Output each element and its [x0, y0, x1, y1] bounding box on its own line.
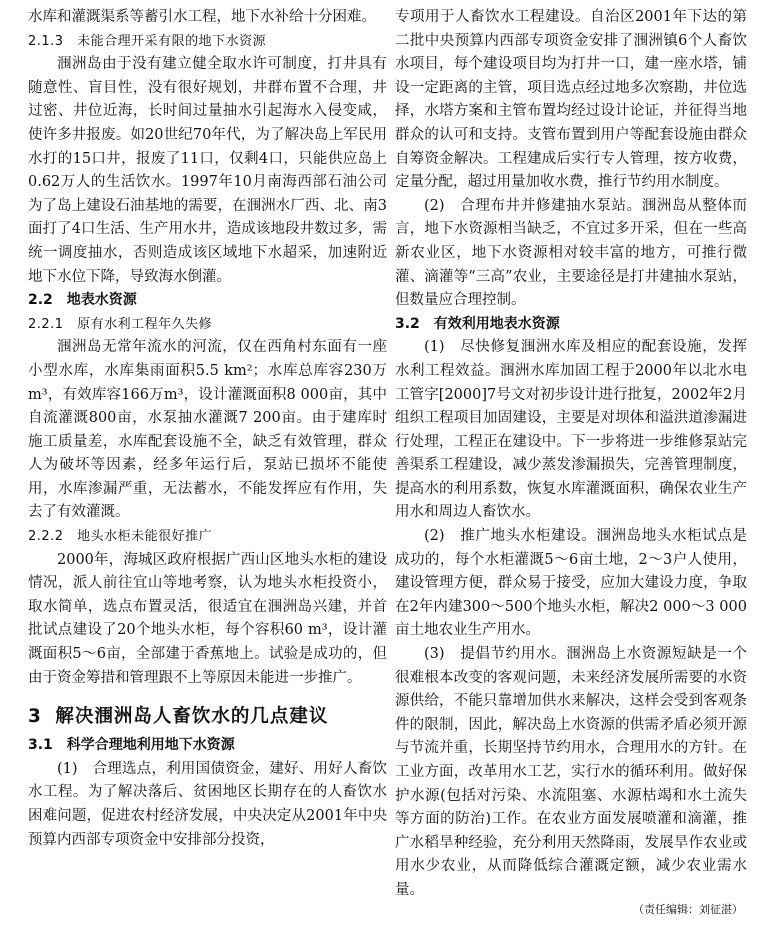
left-column: [28, 6, 387, 852]
responsible-editor: （责任编辑：刘征湛）: [633, 903, 743, 917]
section-2-2-1-body: 涠洲岛无常年流水的河流，仅在西角村东面有一座小型水库，水库集雨面积5.5 km²；水库总库容230万m³，有效库容166万m³，设计灌溉面积8 000亩，其中自流灌溉800亩，水泵抽水灌溉7 200亩。由于建库时施工质量差，水库配套设施不全，缺乏有效管理，群众人为破坏等因素，经多年运行后，泵站已损坏不能使用，水库渗漏严重，无法蓄水，不能发挥应有作用，失去了有效灌溉。: [28, 339, 387, 521]
section-3-number: 3: [28, 706, 42, 728]
section-3-1-heading: 3.1 科学合理地利用地下水资源: [28, 737, 235, 754]
paragraph-3-1-2: (2) 合理布井并修建抽水泵站。涠洲岛从整体而言，地下水资源相当缺乏，不宜过多开采，但在一些高新农业区，地下水资源相对较丰富的地方，可推行微灌、滴灌等“三高”农业，主要途径是打井建抽水泵站，但数量应合理控制。: [395, 197, 747, 309]
section-2-2-heading: 2.2 地表水资源: [28, 292, 137, 309]
right-column: [395, 6, 747, 903]
section-3-heading: [28, 702, 387, 732]
continued-paragraph-right: 专项用于人畜饮水工程建设。自治区2001年下达的第二批中央预算内西部专项资金安排了涠洲镇6个人畜饮水项目，每个建设项目均为打井一口，建一座水塔，铺设一定距离的主管，项目选点经过地多次察勘，井位选择，水塔方案和主管布置均经过设计论证，并征得当地群众的认可和支持。支管布置到用户等配套设施由群众自筹资金解决。工程建成后实行专人管理，按方收费，定量分配，超过用量加收水费，推行节约用水制度。: [395, 9, 747, 191]
section-2-1-3-body: 涠洲岛由于没有建立健全取水许可制度，打井具有随意性、盲目性，没有很好规划，井群布置不合理，井过密、井位近海，长时间过量抽水引起海水入侵变咸，使许多井报废。如20世纪70年代，为了解决岛上军民用水打的15口井，报废了11口，仅剩4口，只能供应岛上0.62万人的生活饮水。1997年10月南海西部石油公司为了岛上建设石油基地的需要，在涠洲水厂西、北、南3面打了4口生活、生产用水井，造成该地段井数过多，需统一调度抽水，否则造成该区域地下水超采，加速附近地下水位下降，导致海水倒灌。: [28, 56, 387, 285]
section-2-2-2-heading: 2.2.2 地头水柜未能很好推广: [28, 529, 213, 545]
paragraph-3-2-1: (1) 尽快修复涠洲水库及相应的配套设施，发挥水利工程效益。涠洲水库加固工程于2000年以北水电工管字[2000]7号文对初步设计进行批复，2002年2月组织工程项目加固建设，主要是对坝体和溢洪道渗漏进行处理，工程正在建设中。下一步将进一步维修泵站完善渠系工程建设，减少蒸发渗漏损失，完善管理制度，提高水的利用系数，恢复水库灌溉面积，确保农业生产用水和周边人畜饮水。: [395, 339, 747, 521]
continued-paragraph: 水库和灌溉渠系等蓄引水工程，地下水补给十分困难。: [28, 9, 376, 25]
paragraph-3-2-3: (3) 提倡节约用水。涠洲岛上水资源短缺是一个很难根本改变的客观问题，未来经济发展所需要的水资源供给，不能只靠增加供水来解决，这样会受到客观条件的限制，因此，解决岛上水资源的供需矛盾必须开源与节流并重，长期坚持节约用水，合理用水的方针。在工业方面，改革用水工艺，实行水的循环利用。做好保护水源(包括对污染、水流阻塞、水源枯竭和水土流失等方面的防治)工作。在农业方面发展喷灌和滴灌，推广水稻旱种经验，充分利用天然降雨，发展旱作农业或用水少农业，从而降低综合灌溉定额，减少农业需水量。: [395, 646, 747, 898]
section-3-title: 解决涠洲岛人畜饮水的几点建议: [55, 706, 329, 728]
section-2-1-3-heading: 2.1.3 未能合理开采有限的地下水资源: [28, 33, 267, 49]
section-3-2-heading: 3.2 有效利用地表水资源: [395, 315, 560, 332]
section-3-1-body: (1) 合理选点，利用国债资金，建好、用好人畜饮水工程。为了解决落后、贫困地区长期存在的人畜饮水困难问题，促进农村经济发展，中央决定从2001年中央预算内西部专项资金中安排部分投资，: [28, 760, 387, 848]
section-2-2-2-body: 2000年，海城区政府根据广西山区地头水柜的建设情况，派人前往宜山等地考察，认为地头水柜投资小，取水简单，选点布置灵活，很适宜在涠洲岛兴建，并首批试点建设了20个地头水柜，每个容积60 m³，设计灌溉面积5～6亩，全部建于香蕉地上。试验是成功的，但由于资金筹措和管理跟不上等原因未能进一步推广。: [28, 551, 387, 686]
section-2-2-1-heading: 2.2.1 原有水利工程年久失修: [28, 316, 213, 332]
paragraph-3-2-2: (2) 推广地头水柜建设。涠洲岛地头水柜试点是成功的，每个水柜灌溉5～6亩土地，2～3户人使用，建设管理方便，群众易于接受，应加大建设力度，争取在2年内建300～500个地头水柜，解决2 000～3 000亩土地农业生产用水。: [395, 528, 747, 639]
